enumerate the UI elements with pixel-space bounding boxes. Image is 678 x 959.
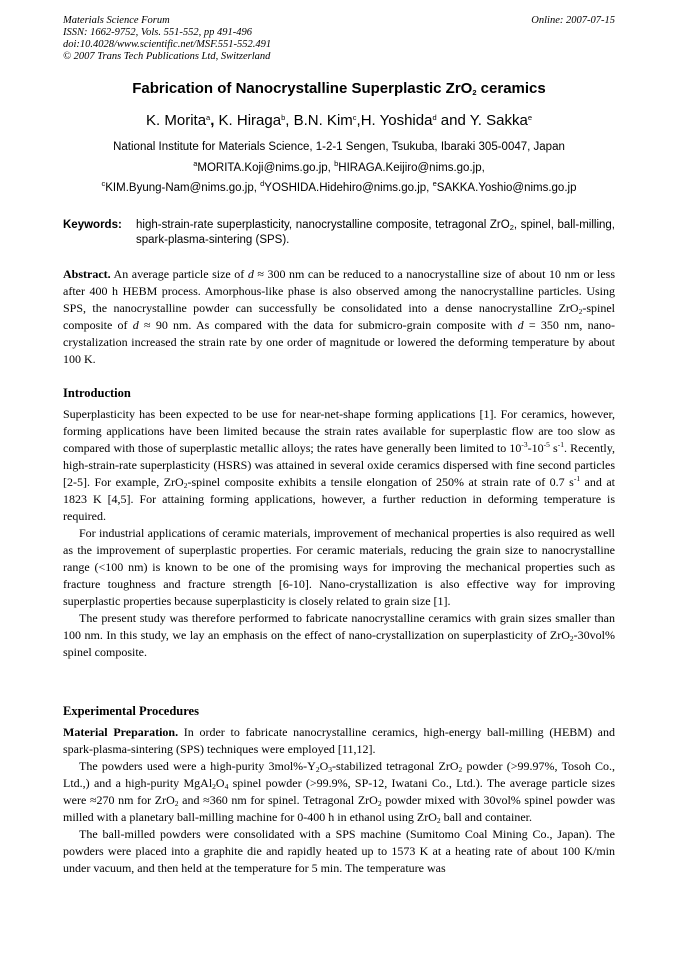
email-c: KIM.Byung-Nam@nims.go.jp, (105, 182, 257, 194)
email-b: HIRAGA.Keijiro@nims.go.jp, (338, 162, 485, 174)
section-heading-experimental: Experimental Procedures (63, 704, 199, 718)
abstract: Abstract. An average particle size of d ≈ 300 nm can be reduced to a nanocrystalline size of about 10 nm or less after 400 h HEBM process. Amorphous-like phase is also observed among the nanocrystalline particles. Using SPS, the nanocrystalline powder can successfully be consolidated into a dense nanocrystalline ZrO$_2$-spinel composite of d ≈ 90 nm. As compared with the data for submicro-grain composite with d = 350 nm, nano-crystalization increased the strain rate by one order of magnitude or lowered the deforming temperature by about 100 K. (63, 267, 615, 366)
issn: ISSN: 1662-9752, Vols. 551-552, pp 491-496 (63, 27, 252, 38)
abstract-label: Abstract. (63, 267, 111, 281)
paragraph: The present study was therefore performed to fabricate nanocrystalline ceramics with grain sizes smaller than 100 nm. In this study, we lay an emphasis on the effect of nano-crystallization on superplasticity of ZrO$_2$-30vol% spinel composite. (63, 611, 615, 659)
introduction-body (63, 406, 615, 661)
online-date: Online: 2007-07-15 (531, 15, 615, 26)
author: Y. Sakka (469, 112, 528, 129)
paragraph: The ball-milled powders were consolidated with a SPS machine (Sumitomo Coal Mining Co., Japan). The powders were placed into a graphite die and rapidly heated up to 1573 K at a heating rate of about 100 K/min under vacuum, and then held at the temperature for 5 min. The temperature was (63, 827, 615, 875)
author-list: K. Morita$^a$, K. Hiraga$^b$, B.N. Kim$^c$,H. Yoshida$^d$ and Y. Sakka$^e$ (146, 112, 532, 129)
email-line-2: $^c$KIM.Byung-Nam@nims.go.jp, $^d$YOSHIDA.Hidehiro@nims.go.jp, $^e$SAKKA.Yoshio@nims.go.jp (101, 179, 577, 194)
keywords-list: high-strain-rate superplasticity, nanocrystalline composite, tetragonal ZrO$_2$, spinel, ball-milling, spark-plasma-sintering (SPS). (136, 219, 615, 246)
paragraph: Material Preparation. In order to fabricate nanocrystalline ceramics, high-energy ball-milling (HEBM) and spark-plasma-sintering (SPS) techniques were employed [11,12]. (63, 725, 615, 756)
keywords (63, 218, 615, 248)
keywords-label: Keywords: (63, 219, 122, 231)
author: B.N. Kim (293, 112, 353, 129)
journal-header (63, 15, 615, 63)
author: K. Hiraga (218, 112, 282, 129)
email-line-1: $^a$MORITA.Koji@nims.go.jp, $^b$HIRAGA.Keijiro@nims.go.jp, (193, 159, 485, 174)
paragraph: The powders used were a high-purity $3mol\%-Y_2O_3$-stabilized tetragonal ZrO$_2$ powder (>99.97%, Tosoh Co., Ltd.,) and a high-purity $MgAl_2O_4$ spinel powder (>99.9%, SP-12, Iwatani Co., Ltd.). The average particle sizes were ≈270 nm for ZrO$_2$ and ≈360 nm for spinel. Tetragonal ZrO$_2$ powder mixed with 30vol% spinel powder was milled with a planetary ball-milling machine for 0-400 h in ethanol using ZrO$_2$ ball and container. (63, 759, 616, 825)
paragraph: For industrial applications of ceramic materials, improvement of mechanical properties is also required as well as the improvement of superplastic properties. For ceramic materials, reducing the grain size to nanocrystalline range (<100 nm) is known to be one of the promising ways for improving the mechanical properties such as fracture toughness and fracture strength [6-10]. Nano-crystallization is also effective way for improving superplastic properties because superplasticity is closely related to grain size [1]. (63, 526, 615, 608)
paper-title: Fabrication of Nanocrystalline Superplastic ZrO$_2$ ceramics (132, 80, 546, 97)
affiliation: National Institute for Materials Science, 1-2-1 Sengen, Tsukuba, Ibaraki 305-0047, Japan (113, 141, 565, 153)
experimental-body (63, 724, 615, 877)
doi: doi:10.4028/www.scientific.net/MSF.551-552.491 (63, 39, 272, 50)
section-heading-introduction: Introduction (63, 386, 131, 400)
email-a: MORITA.Koji@nims.go.jp, (197, 162, 331, 174)
copyright: © 2007 Trans Tech Publications Ltd, Switzerland (63, 51, 271, 62)
author: K. Morita (146, 112, 207, 129)
subsection-label: Material Preparation. (63, 725, 179, 739)
paragraph: Superplasticity has been expected to be use for near-net-shape forming applications [1]. For ceramics, however, forming applications have been limited because the strain rates available for superplastic flow are too slow as compared with those of superplastic metallic alloys; the rates have generally been limited to $10^{-3}-10^{-5}$ $s^{-1}$. Recently, high-strain-rate superplasticity (HSRS) was attained in several oxide ceramics dispersed with fine second particles [2-5]. For example, ZrO$_2$-spinel composite exhibits a tensile elongation of 250% at strain rate of 0.7 $s^{-1}$ and at 1823 K [4,5]. For attaining forming applications, however, a further reduction in deforming temperature is required. (63, 407, 616, 523)
journal-name: Materials Science Forum (63, 15, 170, 26)
email-d: YOSHIDA.Hidehiro@nims.go.jp, (264, 182, 430, 194)
author: H. Yoshida (360, 112, 433, 129)
email-e: SAKKA.Yoshio@nims.go.jp (436, 182, 577, 194)
